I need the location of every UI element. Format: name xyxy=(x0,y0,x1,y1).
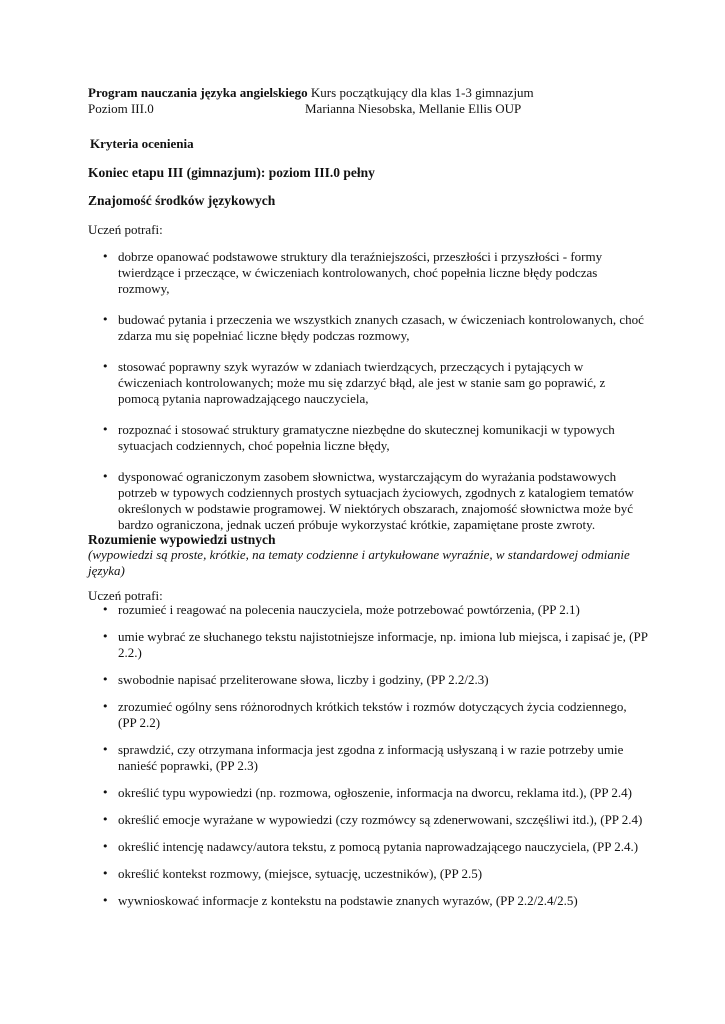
bullet-icon: • xyxy=(102,867,109,880)
list-item: • określić typu wypowiedzi (np. rozmowa, ogłoszenie, informacja na dworcu, reklama itd.), (PP 2.4) xyxy=(102,785,632,800)
document-header xyxy=(88,85,648,117)
list-item: • określić emocje wyrażane w wypowiedzi (czy rozmówcy są zdenerwowani, szczęśliwi itd.), (PP 2.4) xyxy=(102,812,643,827)
bullet-icon: • xyxy=(102,313,109,326)
program-title: Program nauczania języka angielskiego xyxy=(88,85,308,100)
authors: Marianna Niesobska, Mellanie Ellis OUP xyxy=(305,101,522,116)
section-1-title: Znajomość środków językowych xyxy=(88,193,276,208)
list-item: • umie wybrać ze słuchanego tekstu najistotniejsze informacje, np. imiona lub miejsca, i zapisać je, (PP 2.2.) xyxy=(102,629,648,660)
bullet-icon: • xyxy=(102,894,109,907)
header-line-1 xyxy=(88,85,648,101)
list-item: • stosować poprawny szyk wyrazów w zdaniach twierdzących, przeczących i pytających w ćwiczeniach kontrolowanych; może mu się zdarzyć błąd, ale jest w stanie sam go poprawić, z pomocą pytania naprowadzającego nauczyciela, xyxy=(102,359,606,406)
bullet-icon: • xyxy=(102,743,109,756)
bullet-icon: • xyxy=(102,840,109,853)
bullet-icon: • xyxy=(102,603,109,616)
bullet-icon: • xyxy=(102,423,109,436)
list-item: • wywnioskować informacje z kontekstu na podstawie znanych wyrazów, (PP 2.2/2.4/2.5) xyxy=(102,893,578,908)
bullet-icon: • xyxy=(102,360,109,373)
list-item: • sprawdzić, czy otrzymana informacja jest zgodna z informacją usłyszaną i w razie potrzeby umie nanieść poprawki, (PP 2.3) xyxy=(102,742,624,773)
list-item: • dysponować ograniczonym zasobem słownictwa, wystarczającym do wyrażania podstawowych potrzeb w typowych codziennych prostych sytuacjach życiowych, zgodnych z katalogiem tematów określonych w podstawie programowej. W niektórych obszarach, znajomość słownictwa może być bardzo ograniczona, jednak uczeń próbuje wykorzystać krótkie, zapamiętane proste zwroty. xyxy=(102,469,634,532)
list-item: • określić kontekst rozmowy, (miejsce, sytuację, uczestników), (PP 2.5) xyxy=(102,866,483,881)
bullet-icon: • xyxy=(102,700,109,713)
list-item: • swobodnie napisać przeliterowane słowa, liczby i godziny, (PP 2.2/2.3) xyxy=(102,672,489,687)
header-line-2 xyxy=(88,101,648,117)
section-2-subtitle: (wypowiedzi są proste, krótkie, na tematy codzienne i artykułowane wyraźnie, w standardowej odmianie języka) xyxy=(88,547,630,578)
criteria-title: Kryteria ocenienia xyxy=(90,136,194,151)
level-label: Poziom III.0 xyxy=(88,101,154,116)
bullet-icon: • xyxy=(102,786,109,799)
bullet-icon: • xyxy=(102,673,109,686)
list-item: • zrozumieć ogólny sens różnorodnych krótkich tekstów i rozmów dotyczących życia codziennego, (PP 2.2) xyxy=(102,699,627,730)
bullet-icon: • xyxy=(102,630,109,643)
bullet-icon: • xyxy=(102,470,109,483)
list-item: • rozpoznać i stosować struktury gramatyczne niezbędne do skutecznej komunikacji w typowych sytuacjach codziennych, choć popełnia liczne błędy, xyxy=(102,422,615,453)
section-2-intro: Uczeń potrafi: xyxy=(88,588,163,603)
stage-title: Koniec etapu III (gimnazjum): poziom III.0 pełny xyxy=(88,165,375,180)
bullet-icon: • xyxy=(102,250,109,263)
section-2-list xyxy=(88,602,648,920)
section-2-title: Rozumienie wypowiedzi ustnych xyxy=(88,532,276,547)
section-1-list xyxy=(88,249,648,548)
section-1-intro: Uczeń potrafi: xyxy=(88,222,163,237)
bullet-icon: • xyxy=(102,813,109,826)
list-item: • dobrze opanować podstawowe struktury dla teraźniejszości, przeszłości i przyszłości - formy twierdzące i przeczące, w ćwiczeniach kontrolowanych, choć popełnia liczne błędy podczas rozmowy, xyxy=(102,249,603,296)
list-item: • rozumieć i reagować na polecenia nauczyciela, może potrzebować powtórzenia, (PP 2.1) xyxy=(102,602,580,617)
list-item: • określić intencję nadawcy/autora tekstu, z pomocą pytania naprowadzającego nauczyciela, (PP 2.4.) xyxy=(102,839,639,854)
list-item: • budować pytania i przeczenia we wszystkich znanych czasach, w ćwiczeniach kontrolowanych, choć zdarza mu się popełniać liczne błędy podczas rozmowy, xyxy=(102,312,644,343)
course-name: Kurs początkujący dla klas 1-3 gimnazjum xyxy=(307,85,534,100)
